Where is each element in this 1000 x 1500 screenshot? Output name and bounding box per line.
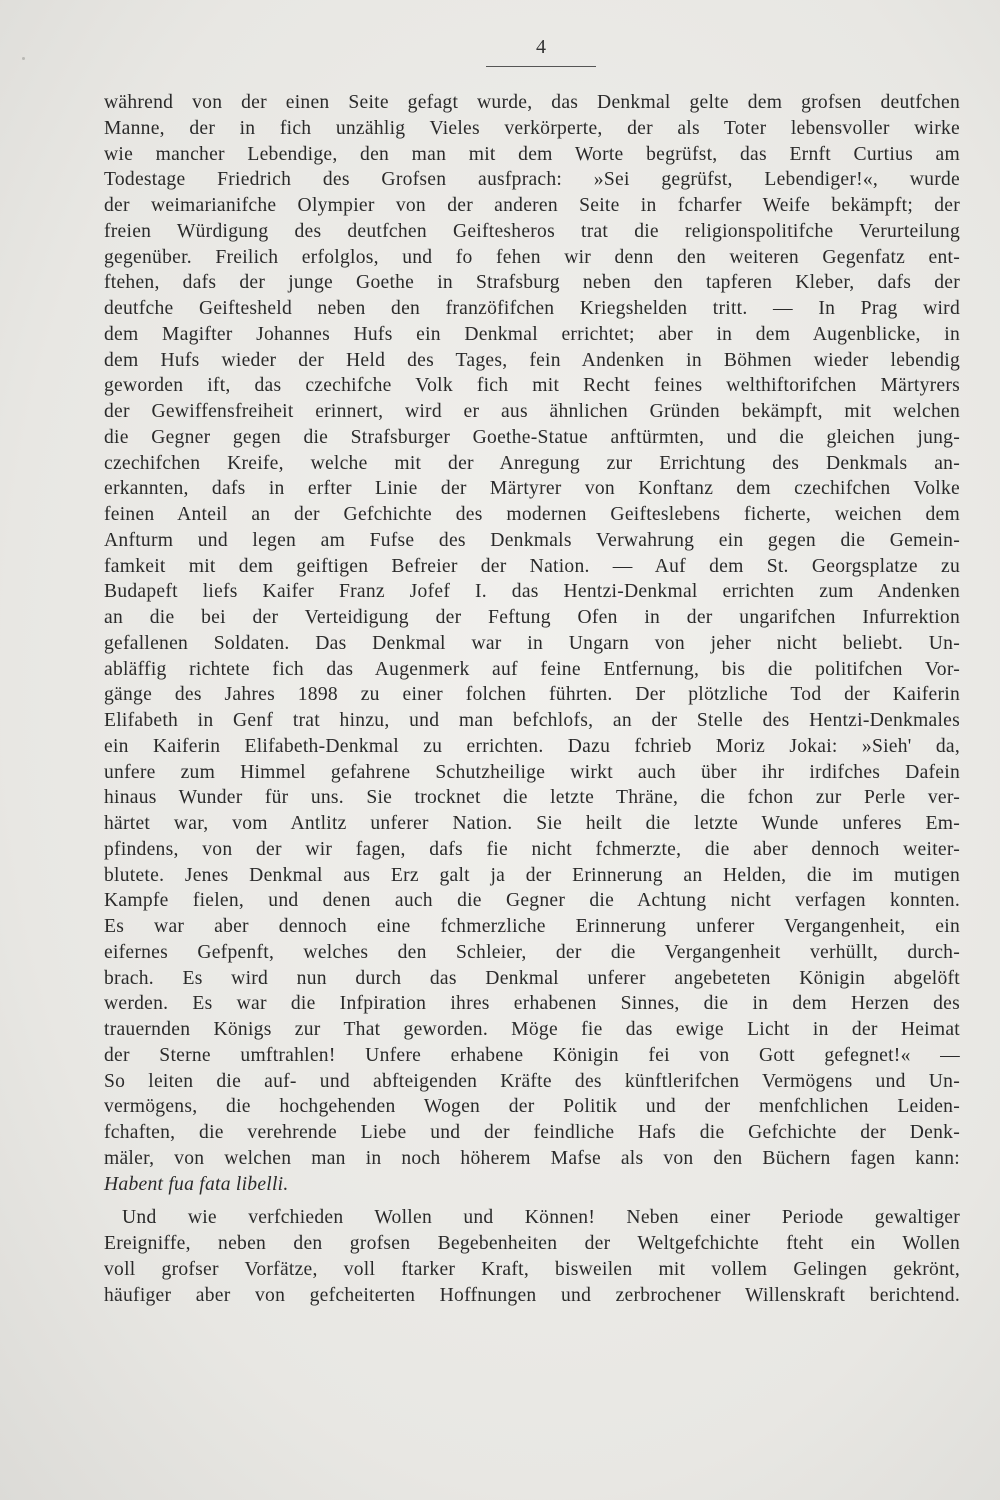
text-line: freien Würdigung des deutfchen Geiftesheros trat die religionspolitifche Verurteilung: [104, 220, 960, 242]
text-line: mäler, von welchen man in noch höherem Mafse als von den Büchern fagen kann:: [104, 1147, 960, 1169]
text-line: deutfche Geiftesheld neben den franzöfifchen Kriegshelden tritt. — In Prag wird: [104, 298, 960, 319]
text-line: trauernden Königs zur That geworden. Möge fie das ewige Licht in der Heimat: [104, 1019, 960, 1040]
text-line: härtet war, vom Antlitz unferer Nation. Sie heilt die letzte Wunde unferes Em-: [104, 813, 960, 834]
text-line: geworden ift, das czechifche Volk fich mit Recht feines welthiftorifchen Märtyrers: [104, 375, 960, 397]
text-line: gänge des Jahres 1898 zu einer folchen führten. Der plötzliche Tod der Kaiferin: [104, 684, 960, 706]
text-line: hinaus Wunder für uns. Sie trocknet die letzte Thräne, die fchon zur Perle ver-: [104, 787, 960, 809]
text-line: So leiten die auf- und abfteigenden Kräfte des künftlerifchen Vermögens und Un-: [104, 1070, 960, 1092]
text-line: eifernes Gefpenft, welches den Schleier, der die Vergangenheit verhüllt, durch-: [104, 941, 960, 963]
text-line: der Gewiffensfreiheit erinnert, wird er aus ähnlichen Gründen bekämpft, mit welchen: [104, 401, 960, 422]
text-line: fchaften, die verehrende Liebe und der feindliche Hafs die Gefchichte der Denk-: [104, 1122, 960, 1143]
text-line: erkannten, dafs in erfter Linie der Märtyrer von Konftanz dem czechifchen Volke: [104, 478, 960, 500]
text-line: dem Hufs wieder der Held des Tages, fein Andenken in Böhmen wieder lebendig: [104, 349, 960, 371]
text-line: häufiger aber von gefcheiterten Hoffnungen und zerbrochener Willenskraft berichtend.: [104, 1284, 960, 1306]
text-line: Ereigniffe, neben den grofsen Begebenheiten der Weltgefchichte fteht ein Wollen: [104, 1233, 960, 1254]
text-line: abläffig richtete fich das Augenmerk auf feine Entfernung, bis die politifchen Vor-: [104, 658, 960, 680]
body-text: [104, 90, 960, 1308]
text-line: ein Kaiferin Elifabeth-Denkmal zu errichten. Dazu fchrieb Moriz Jokai: »Sieh' da,: [104, 735, 960, 757]
text-line: Anfturm und legen am Fufse des Denkmals Verwahrung ein gegen die Gemein-: [104, 529, 960, 551]
text-line: brach. Es wird nun durch das Denkmal unferer angebeteten Königin abgelöft: [104, 967, 960, 989]
text-line: blutete. Jenes Denkmal aus Erz galt ja der Erinnerung an Helden, die im mutigen: [104, 864, 960, 886]
text-line: czechifchen Kreife, welche mit der Anregung zur Errichtung des Denkmals an-: [104, 452, 960, 474]
page-number: 4: [536, 36, 546, 58]
paragraph-gap: [104, 1197, 960, 1205]
text-line: Es war aber dennoch eine fchmerzliche Erinnerung unferer Vergangenheit, ein: [104, 916, 960, 937]
text-line: vermögens, die hochgehenden Wogen der Politik und der menfchlichen Leiden-: [104, 1096, 960, 1118]
text-line: die Gegner gegen die Strafsburger Goethe-Statue anftürmten, und die gleichen jung-: [104, 426, 960, 448]
text-line: Manne, der in fich unzählig Vieles verkörperte, der als Toter lebensvoller wirke: [104, 117, 960, 139]
text-line: voll grofser Vorfätze, voll ftarker Kraft, bisweilen mit vollem Gelingen gekrönt,: [104, 1258, 960, 1280]
text-line: gegenüber. Freilich erfolglos, und fo fehen wir denn den weiteren Gegenfatz ent-: [104, 246, 960, 268]
text-line: Todestage Friedrich des Grofsen ausfprach: »Sei gegrüfst, Lebendiger!«, wurde: [104, 169, 960, 191]
text-line: Kampfe fielen, und denen auch die Gegner die Achtung nicht verfagen konnten.: [104, 890, 960, 912]
text-line: der weimarianifche Olympier von der anderen Seite in fcharfer Weife bekämpft; der: [104, 195, 960, 216]
text-line: während von der einen Seite gefagt wurde, das Denkmal gelte dem grofsen deutfchen: [104, 92, 960, 113]
text-line: werden. Es war die Infpiration ihres erhabenen Sinnes, die in dem Herzen des: [104, 993, 960, 1015]
text-line: der Sterne umftrahlen! Unfere erhabene Königin fei von Gott gefegnet!« —: [104, 1044, 960, 1066]
text-line: Budapeft liefs Kaifer Franz Jofef I. das Hentzi-Denkmal errichten zum Andenken: [104, 581, 960, 603]
text-line: famkeit mit dem geiftigen Befreier der Nation. — Auf dem St. Georgsplatze zu: [104, 555, 960, 577]
text-line: an die bei der Verteidigung der Feftung Ofen in der ungarifchen Infurrektion: [104, 607, 960, 628]
text-line: pfindens, von der wir fagen, dafs fie nicht fchmerzte, die aber dennoch weiter-: [104, 838, 960, 860]
page-number-rule: [486, 66, 596, 67]
margin-speck: [22, 57, 25, 60]
text-line: unfere zum Himmel gefahrene Schutzheilige wirkt auch über ihr irdifches Dafein: [104, 761, 960, 783]
text-line: dem Magifter Johannes Hufs ein Denkmal errichtet; aber in dem Augenblicke, in: [104, 323, 960, 345]
text-line: Und wie verfchieden Wollen und Können! Neben einer Periode gewaltiger: [122, 1207, 960, 1229]
text-line: wie mancher Lebendige, den man mit dem Worte begrüfst, das Ernft Curtius am: [104, 143, 960, 165]
text-line: ftehen, dafs der junge Goethe in Strafsburg neben den tapferen Kleber, dafs der: [104, 272, 960, 294]
text-line: Elifabeth in Genf trat hinzu, und man befchlofs, an der Stelle des Hentzi-Denkmales: [104, 710, 960, 731]
text-line: gefallenen Soldaten. Das Denkmal war in Ungarn von jeher nicht beliebt. Un-: [104, 632, 960, 654]
text-line-latin-quote: Habent fua fata libelli.: [104, 1173, 289, 1195]
text-line: feinen Anteil an der Gefchichte des modernen Geifteslebens ficherte, weichen dem: [104, 504, 960, 525]
